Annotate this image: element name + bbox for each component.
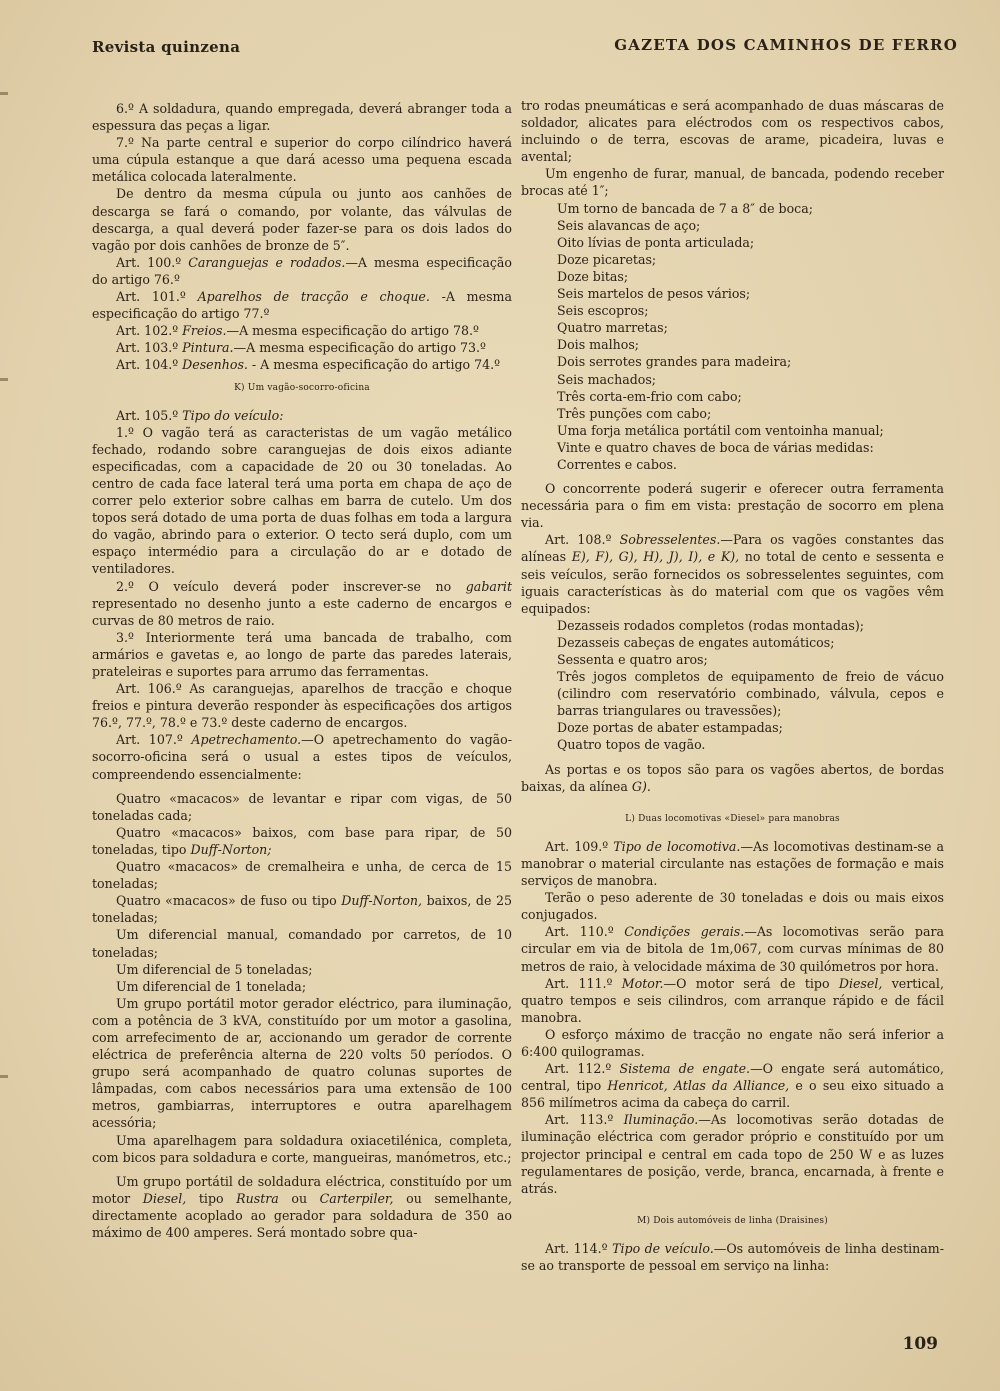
article-title: Condições gerais. <box>624 924 745 940</box>
text-run: —O engate será automático, central, tipo <box>521 1061 944 1094</box>
paragraph <box>92 578 512 629</box>
article-title: Caranguejas e rodados. <box>188 254 346 270</box>
text-run: Quatro «macacos» de fuso ou tipo <box>116 893 342 909</box>
article-text: —A mesma especificação do artigo 78.º <box>226 323 479 339</box>
article-text: —A mesma especificação do artigo 76.º <box>92 254 512 287</box>
paragraph: 7.º Na parte central e superior do corpo cilíndrico haverá uma cúpula estanque a que dará acesso uma pequena escada metálica colocada lateralmente. <box>92 135 512 185</box>
text-run-italic: Diesel, <box>142 1190 187 1206</box>
article-text: -A mesma especificação do artigo 77.º <box>92 289 512 322</box>
equipment-item: Quatro «macacos» de levantar e ripar com vigas, de 50 toneladas cada; <box>92 790 512 823</box>
article-title: Freios. <box>182 323 227 339</box>
spare-part-item: Quatro topos de vagão. <box>557 737 706 753</box>
text-run-italic: Carterpiler, <box>319 1190 394 1206</box>
equipment-item: Quatro «macacos» de cremalheira e unha, de cerca de 15 toneladas; <box>92 859 512 892</box>
tool-item: Dois malhos; <box>557 337 640 353</box>
text-run: —Para os vagões constantes das alíneas <box>521 532 944 565</box>
article-text: —As locomotivas serão para circular em via de bitola de 1m,067, com curvas mínimas de 80 metros de raio, à velocidade máxima de 30 quilómetros por hora. <box>521 924 944 974</box>
article-104 <box>92 356 512 373</box>
article-111 <box>521 975 944 1026</box>
article-113 <box>521 1111 944 1196</box>
tool-item: Seis machados; <box>557 371 657 387</box>
article-number: Art. 102.º <box>116 323 179 339</box>
article-number: Art. 113.º <box>545 1112 614 1128</box>
article-102 <box>92 322 512 339</box>
tool-item: Um torno de bancada de 7 a 8″ de boca; <box>557 200 813 216</box>
left-column <box>92 100 512 1310</box>
text-run: tipo <box>186 1190 237 1206</box>
article-title: Tipo de veículo. <box>612 1240 714 1256</box>
text-run: As portas e os topos são para os vagões abertos, de bordas baixas, da alínea <box>521 761 944 794</box>
running-header-left: Revista quinzena <box>92 38 241 56</box>
section-heading-l: L) Duas locomotivas «Diesel» para manobras <box>625 813 840 824</box>
article-number: Art. 109.º <box>545 838 609 854</box>
text-run: Quatro «macacos» baixos, com base para ripar, de 50 toneladas, tipo <box>92 824 512 857</box>
tool-item: Três corta-em-frio com cabo; <box>557 388 742 404</box>
text-run: representado no desenho junto a este caderno de encargos e curvas de 80 metros de raio. <box>92 595 512 628</box>
article-title: Desenhos. <box>182 357 248 373</box>
spare-part-item: Doze portas de abater estampadas; <box>557 720 783 736</box>
punch-mark <box>0 378 8 381</box>
article-number: Art. 108.º <box>545 532 612 548</box>
article-112 <box>521 1060 944 1111</box>
text-run: no total de cento e sessenta e seis veículos, serão fornecidos os sobresselentes seguintes, com iguais características às do material com que os vagões vêm equipados: <box>521 549 944 616</box>
article-text: —As locomotivas serão dotadas de iluminação eléctrica com gerador próprio e constituído por um projector principal e central em cada topo de 250 W e as luzes regulamentares de posição, verde, branca, encarnada, à frente e atrás. <box>521 1112 944 1196</box>
tool-item: Seis martelos de pesos vários; <box>557 286 751 302</box>
spare-part-item: Dezasseis cabeças de engates automáticos; <box>557 634 835 650</box>
section-heading-m: M) Dois automóveis de linha (Draisines) <box>637 1215 828 1226</box>
article-106: Art. 106.º As caranguejas, aparelhos de tracção e choque freios e pintura deverão responder às especificações dos artigos 76.º, 77.º, 78.º e 73.º deste caderno de encargos. <box>92 681 512 731</box>
article-title: Sobresselentes. <box>619 532 721 548</box>
article-108 <box>521 531 944 616</box>
tool-item: Vinte e quatro chaves de boca de várias medidas: <box>557 439 874 455</box>
article-title: Tipo de locomotiva. <box>613 838 741 854</box>
text-run: vertical, quatro tempos e seis cilindros, com arranque rápido e de fácil manobra. <box>521 975 944 1025</box>
equipment-item <box>92 892 512 926</box>
right-column <box>521 97 944 1307</box>
article-number: Art. 104.º <box>116 357 179 373</box>
article-100 <box>92 254 512 288</box>
text-run: ou semelhante, directamente acoplado ao gerador para soldadura de 350 ao máximo de 400 amperes. Será montado sobre qua- <box>92 1190 512 1240</box>
punch-mark <box>0 1075 8 1078</box>
article-105 <box>92 407 512 424</box>
article-109 <box>521 838 944 889</box>
spare-part-item: Sessenta e quatro aros; <box>557 652 708 667</box>
article-title: Motor. <box>621 975 664 991</box>
paragraph: 1.º O vagão terá as caracteristas de um vagão metálico fechado, rodando sobre caranguejas de dois eixos adiante especificadas, com a capacidade de 20 ou 30 toneladas. Ao centro de cada face lateral terá uma porta em chapa de aço de correr pelo exterior sobre calhas em barra de cutelo. Um dos topos será dotado de uma porta de duas folhas em toda a largura do vagão, abrindo para o exterior. O tecto será duplo, com um espaço intermédio para a circulação do ar e dotado de ventiladores. <box>92 424 512 577</box>
tool-item: Doze bitas; <box>557 268 629 284</box>
paragraph: De dentro da mesma cúpula ou junto aos canhões de descarga se fará o comando, por volante, das válvulas de descarga, a qual deverá poder fazer-se para os dois lados do vagão por dois canhões de bronze de 5″. <box>92 186 512 253</box>
tool-item: Seis alavancas de aço; <box>557 217 701 233</box>
paragraph: 6.º A soldadura, quando empregada, deverá abranger toda a espessura das peças a ligar. <box>92 101 512 134</box>
article-number: Art. 103.º <box>116 340 179 356</box>
paragraph: 3.º Interiormente terá uma bancada de trabalho, com armários e gavetas e, ao longo de parte das paredes laterais, prateleiras e suportes para arrumo das ferramentas. <box>92 629 512 679</box>
paragraph <box>521 761 944 795</box>
article-number: Art. 111.º <box>545 975 613 991</box>
article-number: Art. 101.º <box>116 289 186 305</box>
spares-list <box>521 617 944 754</box>
tool-item: Quatro marretas; <box>557 320 668 336</box>
equipment-item <box>92 824 512 858</box>
paragraph: tro rodas pneumáticas e será acompanhado de duas máscaras de soldador, alicates para eléctrodos com os respectivos cabos, incluindo o de terra, escovas de arame, picadeira, luvas e avental; <box>521 98 944 165</box>
article-text: —O apetrechamento do vagão-socorro-oficina será o usual a estes tipos de veículos, compreendendo essencialmente: <box>92 732 512 782</box>
article-title: Apetrechamento. <box>191 732 302 748</box>
page-number: 109 <box>902 1334 938 1354</box>
spare-part-item: Três jogos completos de equipamento de freio de vácuo (cilindro com reservatório combinado, válvula, cepos e barras triangulares ou travessões); <box>557 669 944 719</box>
article-text: —As locomotivas destinam-se a manobrar o material circulante nas estações de formação e mais serviços de manobra. <box>521 838 944 889</box>
text-run-italic: Diesel, <box>838 975 883 991</box>
punch-mark <box>0 92 8 95</box>
article-title: Pintura. <box>182 340 234 356</box>
paragraph: O concorrente poderá sugerir e oferecer outra ferramenta necessária para o fim em vista: prestação de socorro em plena via. <box>521 481 944 531</box>
article-title: Iluminação. <box>623 1112 699 1128</box>
article-title: Sistema de engate. <box>619 1061 751 1077</box>
tool-item: Uma forja metálica portátil com ventoinha manual; <box>557 422 884 438</box>
text-run-italic: Duff-Norton; <box>190 841 272 857</box>
equipment-item: Um grupo portátil motor gerador eléctrico, para iluminação, com a potência de 3 kVA, constituído por um motor a gasolina, com arrefecimento de ar, accionando um gerador de corrente eléctrica de preferência alterna de 220 volts 50 períodos. O grupo será acompanhado de quatro colunas suportes de lâmpadas, com cabos necessários para uma extensão de 100 metros, gambiarras, interruptores e outra aparelhagem acessória; <box>92 995 512 1131</box>
text-run-italic: E), F), G), H), J), I), e K), <box>571 549 740 565</box>
article-title: Tipo do veículo: <box>182 407 284 423</box>
equipment-item: Um diferencial de 1 tonelada; <box>116 978 307 994</box>
tool-item: Seis escopros; <box>557 303 649 319</box>
text-run: e o seu eixo situado a 856 milímetros acima da cabeça do carril. <box>521 1078 944 1111</box>
article-number: Art. 114.º <box>545 1240 608 1256</box>
article-103 <box>92 339 512 356</box>
tools-list <box>521 200 944 474</box>
spare-part-item: Dezasseis rodados completos (rodas montadas); <box>557 617 865 633</box>
article-text: —Os automóveis de linha destinam-se ao transporte de pessoal em serviço na linha: <box>521 1240 944 1273</box>
equipment-item: Uma aparelhagem para soldadura oxiacetilénica, completa, com bicos para soldadura e corte, mangueiras, manómetros, etc.; <box>92 1132 512 1165</box>
article-text: - A mesma especificação do artigo 74.º <box>247 357 501 373</box>
article-107 <box>92 731 512 782</box>
text-run-italic: Rustra <box>236 1190 279 1206</box>
tool-item: Três punções com cabo; <box>557 405 712 421</box>
tool-item: Oito lívias de ponta articulada; <box>557 234 755 250</box>
section-heading-k: K) Um vagão-socorro-oficina <box>234 382 370 393</box>
paragraph: Um engenho de furar, manual, de bancada, podendo receber brocas até 1″; <box>521 166 944 199</box>
text-run-italic: G). <box>631 778 651 794</box>
text-run: —O motor será de tipo <box>663 975 839 991</box>
article-101 <box>92 288 512 322</box>
article-text: —A mesma especificação do artigo 73.º <box>233 340 486 356</box>
text-run: ou <box>278 1190 320 1206</box>
running-header-right: GAZETA DOS CAMINHOS DE FERRO <box>614 36 958 54</box>
text-run-italic: gabarit <box>465 578 512 594</box>
paragraph: Terão o peso aderente de 30 toneladas e dois ou mais eixos conjugados. <box>521 890 944 923</box>
text-run-italic: Duff-Norton, <box>341 893 423 909</box>
equipment-item: Um diferencial de 5 toneladas; <box>116 961 313 977</box>
article-110 <box>521 923 944 974</box>
text-run-italic: Henricot, Atlas da Alliance, <box>607 1078 790 1094</box>
text-run: Um grupo portátil de soldadura eléctrica, constituído por um motor <box>92 1173 512 1206</box>
tool-item: Dois serrotes grandes para madeira; <box>557 354 792 370</box>
text-run: 2.º O veículo deverá poder inscrever-se no <box>116 578 466 594</box>
article-number: Art. 105.º <box>116 407 179 423</box>
article-number: Art. 100.º <box>116 254 182 270</box>
tool-item: Correntes e cabos. <box>557 456 677 472</box>
article-114 <box>521 1240 944 1274</box>
article-number: Art. 107.º <box>116 732 183 748</box>
tool-item: Doze picaretas; <box>557 251 657 267</box>
article-title: Aparelhos de tracção e choque. <box>197 289 430 305</box>
equipment-item: Um diferencial manual, comandado por carretos, de 10 toneladas; <box>92 927 512 960</box>
text-run: baixos, de 25 toneladas; <box>92 893 512 926</box>
article-number: Art. 110.º <box>545 924 614 940</box>
equipment-item <box>92 1173 512 1241</box>
paragraph: O esforço máximo de tracção no engate não será inferior a 6:400 quilogramas. <box>521 1026 944 1059</box>
article-number: Art. 112.º <box>545 1061 612 1077</box>
